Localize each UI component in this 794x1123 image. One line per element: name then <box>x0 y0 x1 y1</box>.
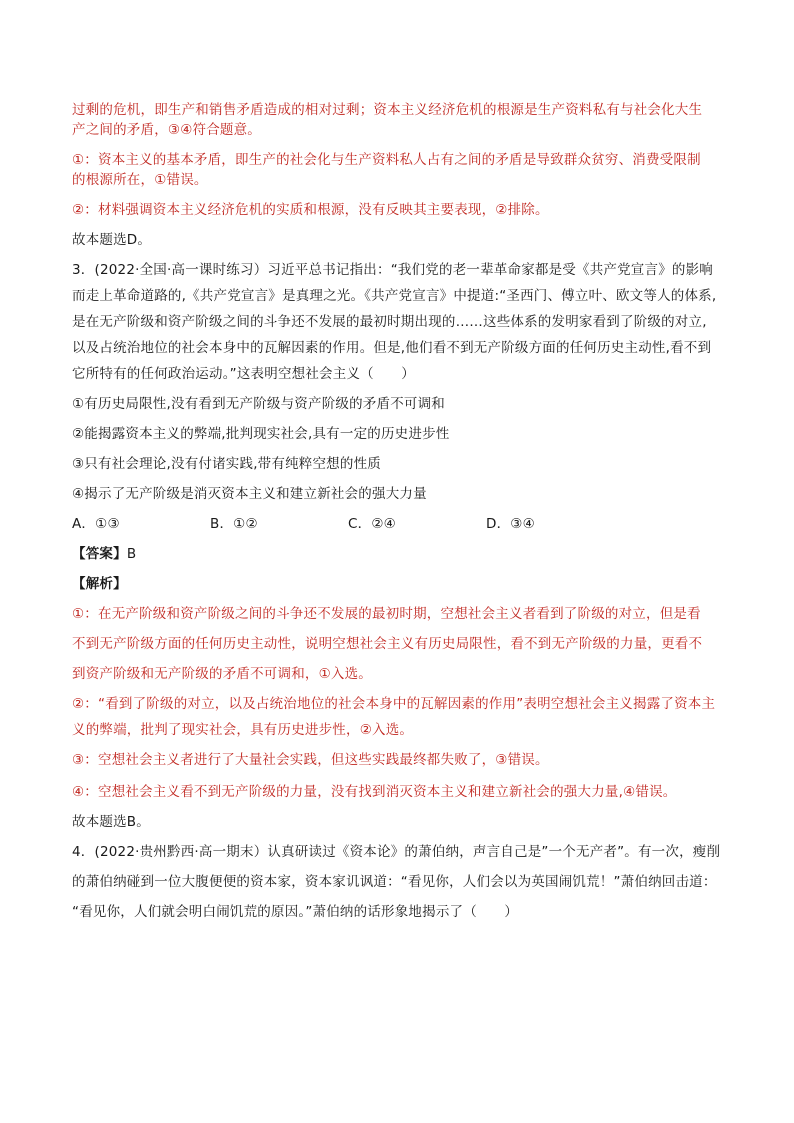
text-line: 到资产阶级和无产阶级的矛盾不可调和，①入选。 <box>72 666 373 682</box>
text-line: 以及占统治地位的社会本身中的瓦解因素的作用。但是,他们看不到无产阶级方面的任何历史主动性,看不到 <box>72 340 712 356</box>
statement-3: ③只有社会理论,没有付诸实践,带有纯粹空想的性质 <box>72 456 381 472</box>
document-body <box>72 100 722 922</box>
analysis-label: 【解析】 <box>72 576 127 592</box>
analysis-4: ④：空想社会主义看不到无产阶级的力量，没有找到消灭资本主义和建立新社会的强大力量,④错误。 <box>72 784 677 800</box>
text-line: 3．(2022·全国·高一课时练习）习近平总书记指出：“我们党的老一辈革命家都是受《共产党宣言》的影响 <box>72 262 713 278</box>
text-line: ①：资本主义的基本矛盾，即生产的社会化与生产资料私人占有之间的矛盾是导致群众贫穷、消费受限制 <box>72 152 701 168</box>
question-4-stem <box>72 842 722 922</box>
text-line: 它所特有的任何政治运动。”这表明空想社会主义（ ） <box>72 366 415 382</box>
option-b: B．①② <box>210 516 258 532</box>
text-line: 而走上革命道路的,《共产党宣言》是真理之光。《共产党宣言》中提道:“圣西门、傅立叶、欧文等人的体系, <box>72 288 717 304</box>
text-line: “看见你，人们就会明白闹饥荒的原因。”萧伯纳的话形象地揭示了（ ） <box>72 904 519 920</box>
option-d: D．③④ <box>486 516 535 532</box>
text-line: 过剩的危机，即生产和销售矛盾造成的相对过剩；资本主义经济危机的根源是生产资料私有与社会化大生 <box>72 102 703 118</box>
analysis-3: ③：空想社会主义者进行了大量社会实践，但这些实践最终都失败了，③错误。 <box>72 752 549 768</box>
text-line: 不到无产阶级方面的任何历史主动性，说明空想社会主义有历史局限性，看不到无产阶级的力量，更看不 <box>72 636 703 652</box>
question-3-conclusion: 故本题选B。 <box>72 814 150 830</box>
text-line: 的萧伯纳碰到一位大腹便便的资本家，资本家讥讽道：“看见你，人们会以为英国闹饥荒！”萧伯纳回击道： <box>72 874 717 890</box>
prev-analysis-2: ②：材料强调资本主义经济危机的实质和根源，没有反映其主要表现，②排除。 <box>72 202 549 218</box>
text-line: 是在无产阶级和资产阶级之间的斗争还不发展的最初时期出现的……这些体系的发明家看到了阶级的对立, <box>72 314 707 330</box>
statement-1: ①有历史局限性,没有看到无产阶级与资产阶级的矛盾不可调和 <box>72 396 445 412</box>
analysis-2 <box>72 694 722 740</box>
text-line: 4．(2022·贵州黔西·高一期末）认真研读过《资本论》的萧伯纳，声言自己是”一个无产者”。有一次，瘦削 <box>72 844 721 860</box>
statement-4: ④揭示了无产阶级是消灭资本主义和建立新社会的强大力量 <box>72 486 427 502</box>
text-line: ②：“看到了阶级的对立，以及占统治地位的社会本身中的瓦解因素的作用”表明空想社会主义揭露了资本主 <box>72 696 716 712</box>
text-line: 的根源所在，①错误。 <box>72 172 208 188</box>
answer-value: B <box>126 546 137 562</box>
prev-answer-text <box>72 100 722 140</box>
answer-line <box>72 544 722 564</box>
text-line: 义的弊端，批判了现实社会，具有历史进步性，②入选。 <box>72 722 414 738</box>
text-line: 产之间的矛盾，③④符合题意。 <box>72 122 262 138</box>
question-3-stem <box>72 260 722 384</box>
answer-label: 【答案】 <box>72 546 127 562</box>
prev-conclusion: 故本题选D。 <box>72 232 152 248</box>
answer-options <box>72 514 722 534</box>
prev-analysis-1 <box>72 150 722 190</box>
text-line: ①：在无产阶级和资产阶级之间的斗争还不发展的最初时期，空想社会主义者看到了阶级的对立，但是看 <box>72 606 701 622</box>
option-c: C．②④ <box>348 516 396 532</box>
analysis-1 <box>72 604 722 684</box>
option-a: A．①③ <box>72 516 120 532</box>
statement-2: ②能揭露资本主义的弊端,批判现实社会,具有一定的历史进步性 <box>72 426 450 442</box>
